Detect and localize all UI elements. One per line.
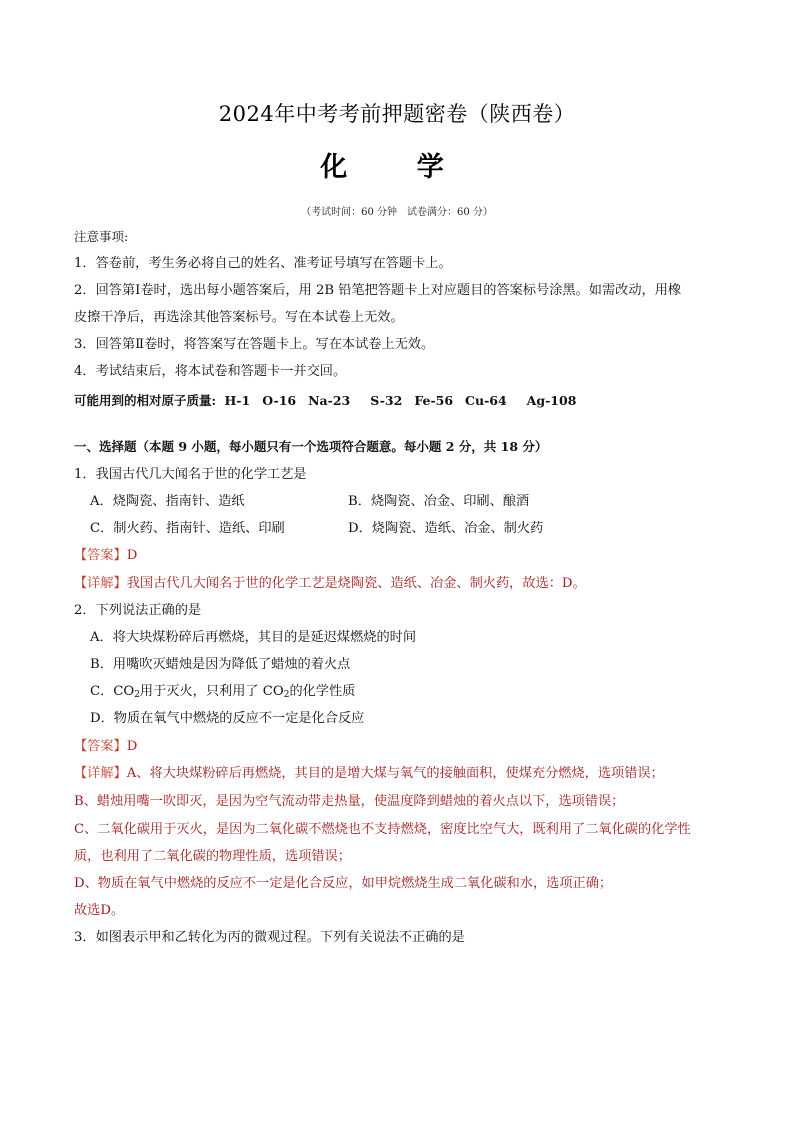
note-item-2: 2．回答第Ⅰ卷时，选出每小题答案后，用 2B 铅笔把答题卡上对应题目的答案标号涂黑。如需改动，用橡 [74, 283, 682, 298]
q1-explanation [74, 575, 586, 593]
note-item-2-cont: 皮擦干净后，再选涂其他答案标号。写在本试卷上无效。 [74, 310, 404, 325]
q1-option-a: A．烧陶瓷、指南针、造纸 [90, 494, 245, 509]
answer-tag: 【答案】 [74, 548, 127, 563]
q2-option-b: B．用嘴吹灭蜡烛是因为降低了蜡烛的着火点 [90, 657, 351, 672]
exam-info: （考试时间：60 分钟 试卷满分：60 分） [301, 207, 493, 218]
explain-text: 我国古代几大闻名于世的化学工艺是烧陶瓷、造纸、冶金、制火药，故选：D。 [126, 576, 586, 591]
atomic-mass-item: Ag-108 [526, 393, 577, 408]
q2-option-c [90, 683, 355, 704]
answer-tag: 【答案】 [74, 739, 127, 754]
q2-stem: 2．下列说法正确的是 [74, 603, 202, 618]
subject-title: 化 学 [320, 152, 474, 183]
q1-answer [74, 547, 137, 565]
q1-option-c: C．制火药、指南针、造纸、印刷 [90, 521, 285, 536]
atomic-mass-item: O-16 [262, 393, 297, 408]
section-heading: 一、选择题（本题 9 小题，每小题只有一个选项符合题意。每小题 2 分，共 18 分） [74, 439, 548, 454]
explain-text: A、将大块煤粉碎后再燃烧，其目的是增大煤与氧气的接触面积，使煤充分燃烧，选项错误； [126, 766, 664, 781]
atomic-mass-item: Fe-56 [414, 393, 454, 408]
option-text: 用于灭火，只利用了 CO [139, 684, 284, 699]
q1-option-d: D．烧陶瓷、造纸、冶金、制火药 [348, 521, 544, 536]
q2-explanation-line: 故选D。 [74, 903, 125, 918]
atomic-mass-item: Na-23 [308, 393, 351, 408]
option-text: C．CO [90, 684, 135, 699]
q2-option-a: A．将大块煤粉碎后再燃烧，其目的是延迟煤燃烧的时间 [90, 630, 417, 645]
atomic-mass-item: S-32 [370, 393, 403, 408]
q2-explanation-line: C、二氧化碳用于灭火，是因为二氧化碳不燃烧也不支持燃烧，密度比空气大，既利用了二氧化碳的化学性 [74, 822, 691, 837]
q1-stem: 1．我国古代几大闻名于世的化学工艺是 [74, 467, 307, 482]
notes-heading: 注意事项: [74, 229, 129, 244]
q2-explanation-line: D、物质在氧气中燃烧的反应不一定是化合反应，如甲烷燃烧生成二氧化碳和水，选项正确； [74, 876, 613, 891]
note-item-1: 1．答卷前，考生务必将自己的姓名、准考证号填写在答题卡上。 [74, 256, 452, 271]
explain-tag: 【详解】 [74, 766, 127, 781]
explain-tag: 【详解】 [74, 576, 127, 591]
q2-option-d: D．物质在氧气中燃烧的反应不一定是化合反应 [90, 711, 365, 726]
q2-explanation-line [74, 765, 664, 783]
option-text: 的化学性质 [289, 684, 356, 699]
q3-stem: 3．如图表示甲和乙转化为丙的微观过程。下列有关说法不正确的是 [74, 930, 465, 945]
answer-value: D [126, 548, 138, 563]
atomic-mass-label: 可能用到的相对原子质量: [74, 393, 217, 408]
note-item-3: 3．回答第Ⅱ卷时，将答案写在答题卡上。写在本试卷上无效。 [74, 337, 435, 352]
note-item-4: 4．考试结束后，将本试卷和答题卡一并交回。 [74, 364, 347, 379]
answer-value: D [126, 739, 138, 754]
page-title: 2024年中考考前押题密卷（陕西卷） [218, 102, 576, 126]
q1-option-b: B．烧陶瓷、冶金、印刷、酿酒 [348, 494, 530, 509]
subscript: 2 [283, 690, 290, 700]
atomic-mass-item: Cu-64 [465, 393, 507, 408]
atomic-mass-item: H-1 [224, 393, 251, 408]
q2-answer [74, 738, 137, 756]
atomic-masses [74, 392, 588, 410]
q2-explanation-line: B、蜡烛用嘴一吹即灭，是因为空气流动带走热量，使温度降到蜡烛的着火点以下，选项错误； [74, 794, 625, 809]
subscript: 2 [134, 690, 140, 700]
q2-explanation-line: 质，也利用了二氧化碳的物理性质，选项错误； [74, 849, 351, 864]
